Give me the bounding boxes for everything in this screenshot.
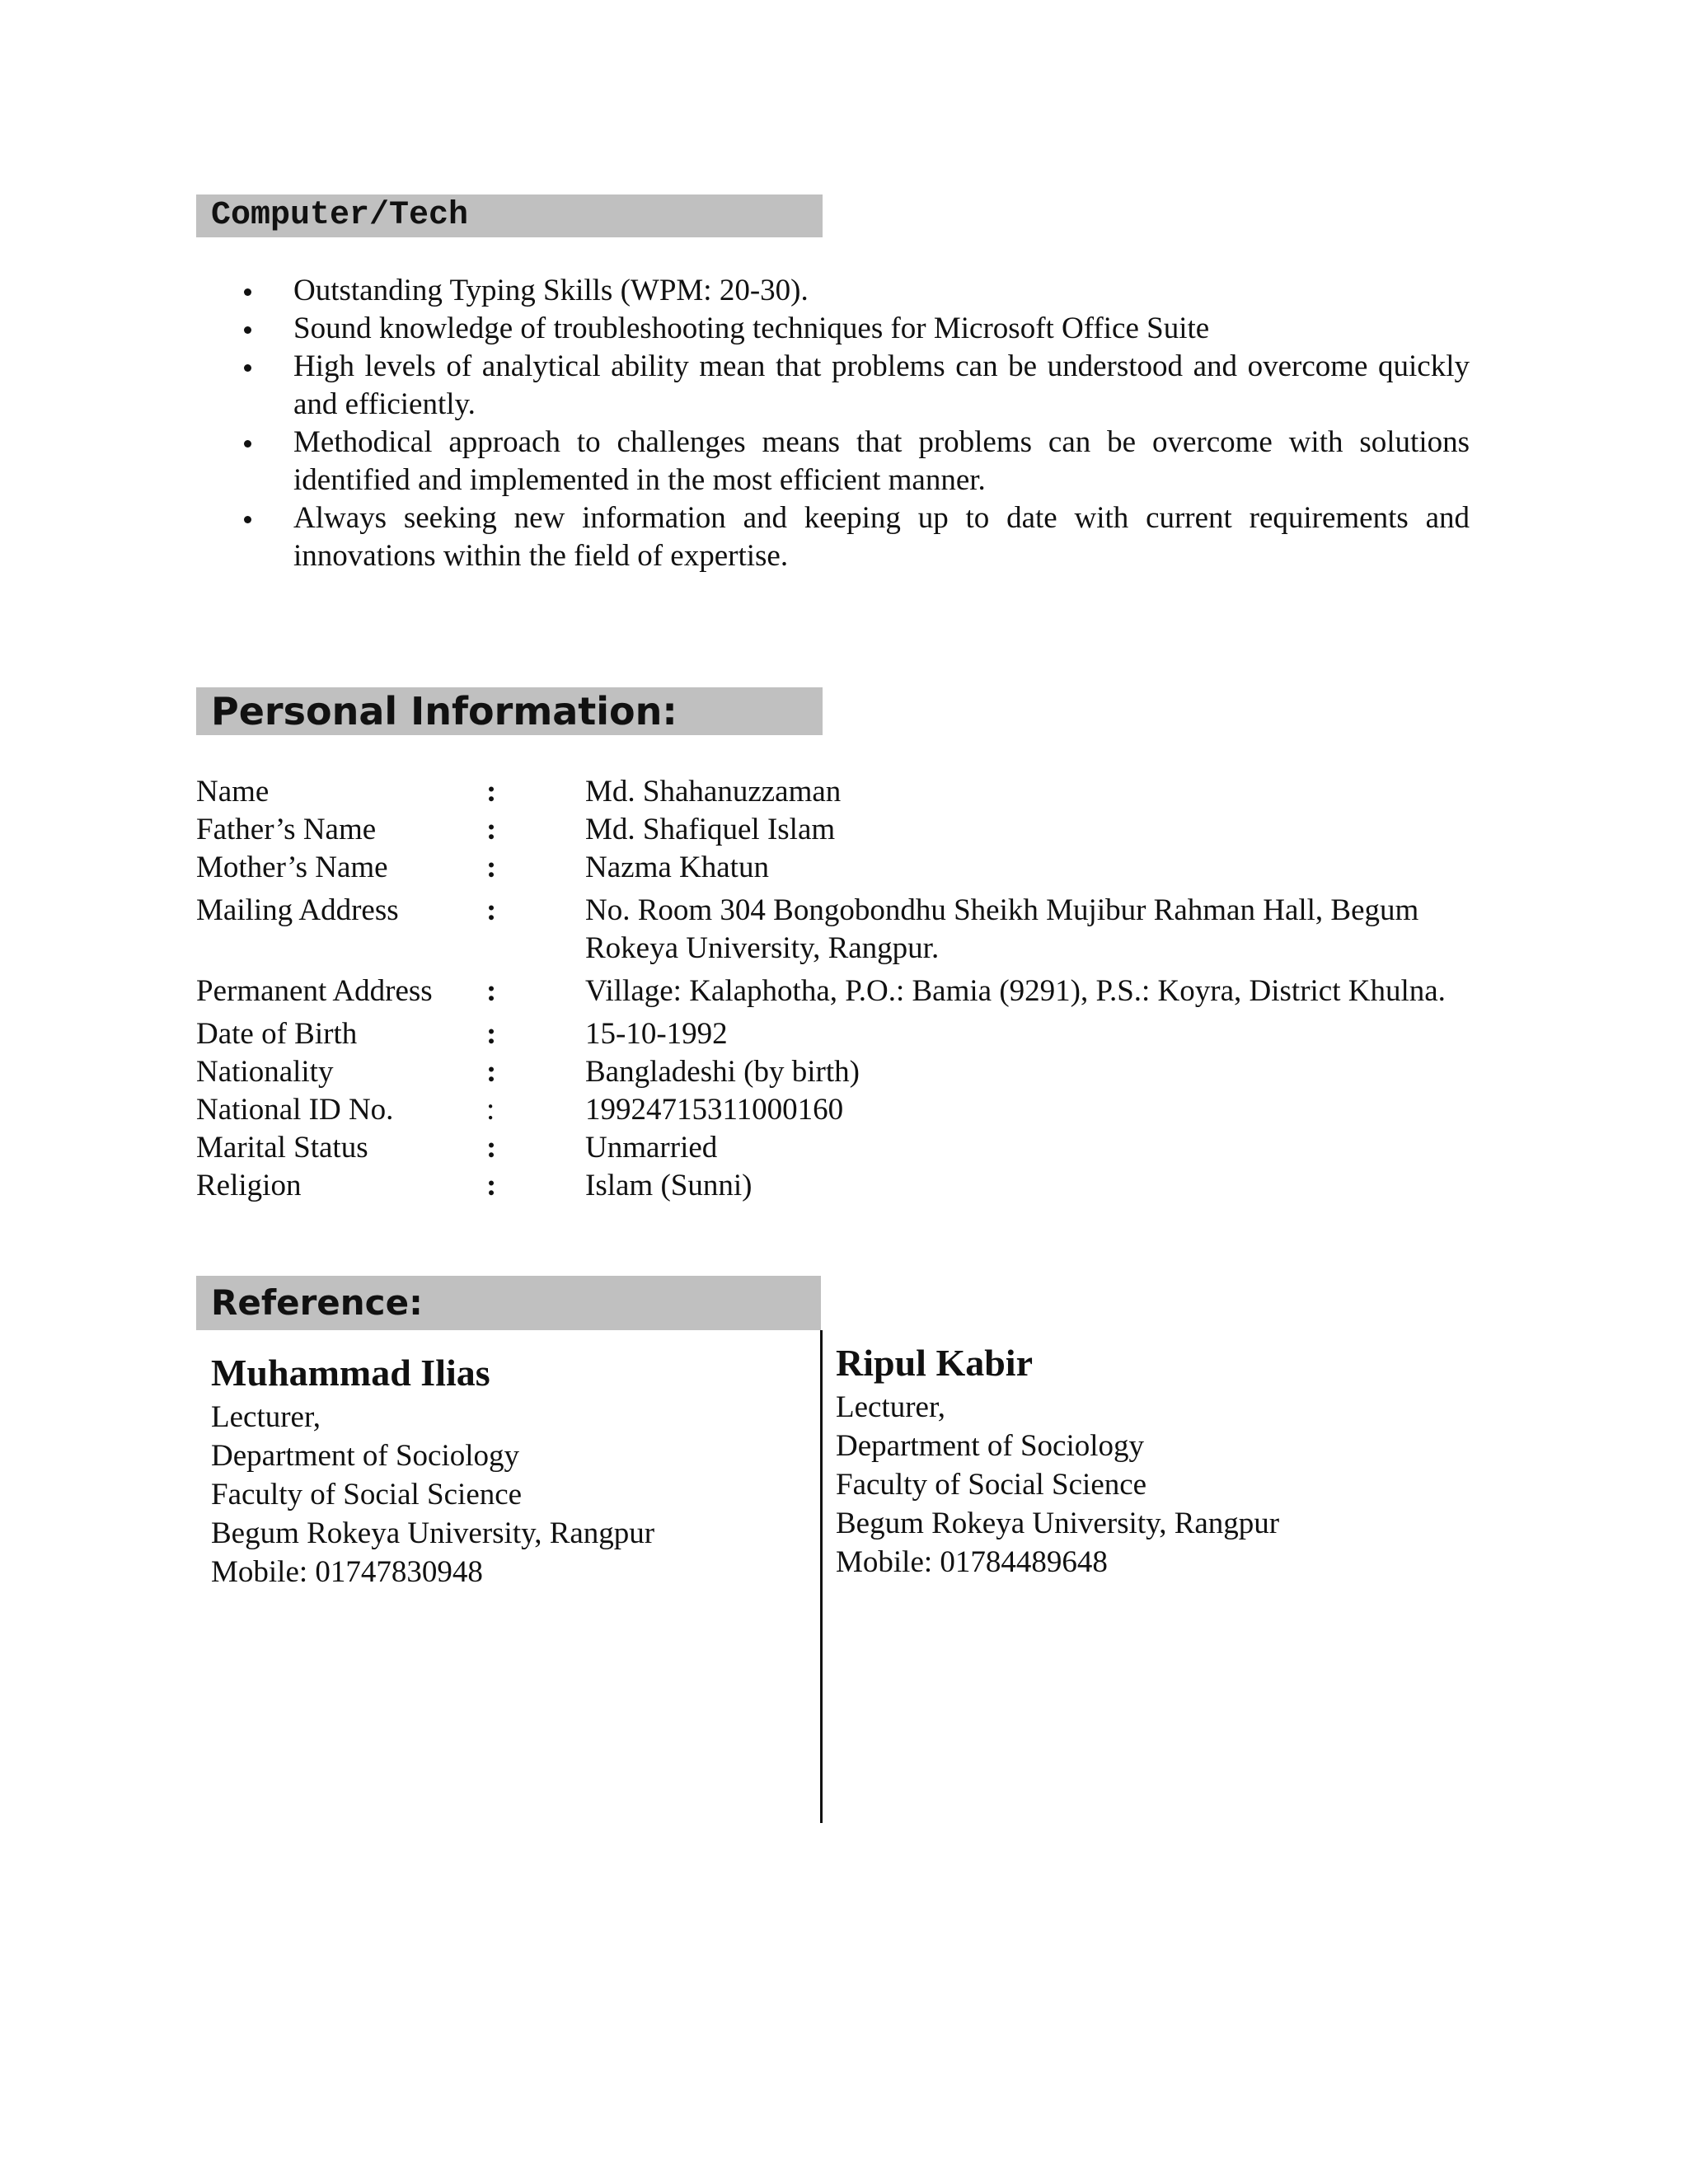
- info-separator: :: [486, 1131, 497, 1165]
- info-separator: :: [486, 1017, 497, 1051]
- bullet-icon: [244, 364, 251, 372]
- info-row-mailing-address: [196, 892, 1482, 968]
- info-separator: :: [486, 974, 497, 1008]
- info-label: Permanent Address: [196, 974, 433, 1008]
- personal-info-heading: Personal Information:: [196, 687, 823, 735]
- info-value: 15-10-1992: [585, 1017, 728, 1051]
- info-label: Religion: [196, 1169, 302, 1202]
- list-item-text: Methodical approach to challenges means that problems can be overcome with solutions identified and implemented in the most efficient manner.: [293, 425, 1470, 497]
- info-label: Mailing Address: [196, 893, 399, 927]
- reference-title: Lecturer,: [211, 1400, 321, 1434]
- reference-department: Department of Sociology: [211, 1439, 520, 1473]
- info-label: Marital Status: [196, 1131, 368, 1165]
- info-separator: :: [486, 775, 497, 808]
- info-separator: :: [486, 1093, 495, 1127]
- info-row-national-id: [196, 1091, 1482, 1129]
- list-item-text: Outstanding Typing Skills (WPM: 20-30).: [293, 274, 809, 307]
- list-item: [196, 272, 1470, 310]
- info-value: Unmarried: [585, 1131, 718, 1165]
- bullet-icon: [244, 326, 251, 334]
- info-separator: :: [486, 893, 497, 927]
- list-item: [196, 499, 1470, 575]
- reference-faculty: Faculty of Social Science: [836, 1468, 1147, 1502]
- list-item: [196, 424, 1470, 499]
- info-row-permanent-address: [196, 972, 1482, 1010]
- info-row-mother-name: [196, 849, 1482, 887]
- info-label: Nationality: [196, 1055, 334, 1089]
- info-separator: :: [486, 813, 497, 846]
- info-row-father-name: [196, 811, 1482, 849]
- info-row-religion: [196, 1167, 1482, 1205]
- reference-heading: Reference:: [196, 1276, 821, 1330]
- info-label: National ID No.: [196, 1093, 394, 1127]
- info-row-marital-status: [196, 1129, 1482, 1167]
- info-row-nationality: [196, 1053, 1482, 1091]
- list-item-text: Sound knowledge of troubleshooting techniques for Microsoft Office Suite: [293, 312, 1210, 345]
- reference-university: Begum Rokeya University, Rangpur: [836, 1507, 1280, 1540]
- bullet-icon: [244, 288, 251, 296]
- info-value: Islam (Sunni): [585, 1169, 753, 1202]
- info-value: Nazma Khatun: [585, 851, 769, 884]
- reference-mobile: Mobile: 01747830948: [211, 1555, 483, 1589]
- reference-card-1: [211, 1348, 654, 1591]
- info-label: Name: [196, 775, 270, 808]
- computer-tech-heading: Computer/Tech: [196, 194, 823, 237]
- info-value: Village: Kalaphotha, P.O.: Bamia (9291), P.S.: Koyra, District Khulna.: [585, 974, 1446, 1008]
- personal-info-table: [196, 773, 1482, 1205]
- reference-card-2: [836, 1338, 1279, 1582]
- reference-name: Muhammad Ilias: [211, 1352, 490, 1394]
- info-value: Md. Shahanuzzaman: [585, 775, 842, 808]
- reference-mobile: Mobile: 01784489648: [836, 1545, 1108, 1579]
- list-item: [196, 348, 1470, 424]
- info-row-name: [196, 773, 1482, 811]
- info-separator: :: [486, 1055, 497, 1089]
- reference-column-divider: [820, 1330, 823, 1823]
- info-value: No. Room 304 Bongobondhu Sheikh Mujibur Rahman Hall, Begum Rokeya University, Rangpur.: [585, 893, 1419, 965]
- info-row-date-of-birth: [196, 1015, 1482, 1053]
- reference-name: Ripul Kabir: [836, 1342, 1034, 1384]
- bullet-icon: [244, 516, 251, 523]
- info-label: Father’s Name: [196, 813, 377, 846]
- list-item-text: High levels of analytical ability mean that problems can be understood and overcome quickly and efficiently.: [293, 349, 1470, 421]
- reference-department: Department of Sociology: [836, 1429, 1145, 1463]
- list-item: [196, 310, 1470, 348]
- info-separator: :: [486, 851, 497, 884]
- reference-title: Lecturer,: [836, 1390, 946, 1424]
- computer-tech-list: [196, 272, 1470, 575]
- reference-university: Begum Rokeya University, Rangpur: [211, 1516, 655, 1550]
- bullet-icon: [244, 440, 251, 448]
- info-value: Bangladeshi (by birth): [585, 1055, 860, 1089]
- info-label: Mother’s Name: [196, 851, 388, 884]
- info-label: Date of Birth: [196, 1017, 358, 1051]
- list-item-text: Always seeking new information and keeping up to date with current requirements and innovations within the field of expertise.: [293, 501, 1470, 573]
- info-value: Md. Shafiquel Islam: [585, 813, 836, 846]
- reference-faculty: Faculty of Social Science: [211, 1478, 523, 1511]
- info-separator: :: [486, 1169, 497, 1202]
- info-value: 19924715311000160: [585, 1093, 844, 1127]
